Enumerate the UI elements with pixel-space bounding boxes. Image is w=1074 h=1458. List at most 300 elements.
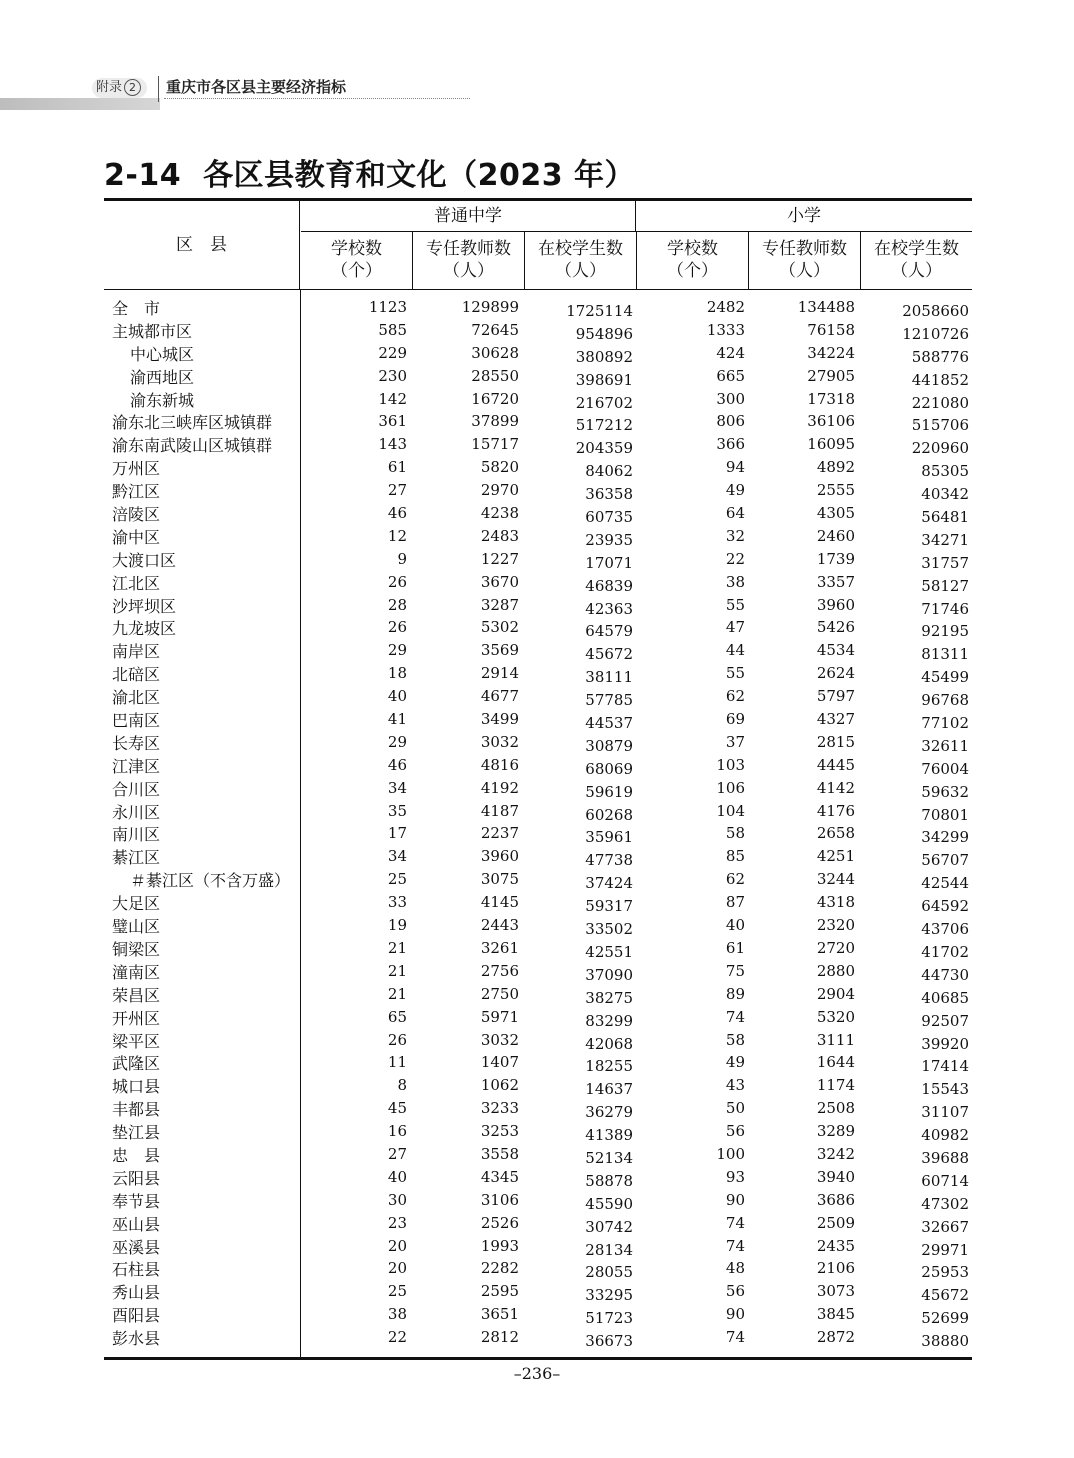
table-cell: 92507 (921, 1011, 969, 1030)
region-name: 丰都县 (112, 1100, 161, 1120)
table-row (104, 435, 972, 458)
table-row (104, 481, 972, 504)
table-cell: 55 (725, 595, 745, 614)
table-cell: 216702 (575, 393, 633, 412)
table-cell: 46839 (585, 576, 633, 595)
table-cell: 3845 (816, 1305, 855, 1324)
table-cell: 4187 (480, 801, 519, 820)
table-cell: 47302 (921, 1194, 969, 1213)
table-cell: 5820 (480, 458, 519, 477)
table-cell: 52134 (585, 1148, 633, 1167)
table-cell: 3499 (480, 710, 519, 729)
table-cell: 76004 (921, 759, 969, 778)
table-cell: 2970 (480, 481, 519, 500)
table-row (104, 710, 972, 733)
table-cell: 46 (387, 504, 407, 523)
table-cell: 3242 (816, 1144, 855, 1163)
table-cell: 37090 (585, 965, 633, 984)
region-column-header: 区 县 (104, 201, 300, 289)
table-cell: 62 (725, 687, 745, 706)
table-cell: 2460 (816, 526, 855, 545)
table-cell: 1210726 (902, 324, 969, 343)
header-dotted-rule (164, 98, 470, 99)
table-row (104, 1145, 972, 1168)
table-cell: 45499 (921, 668, 969, 687)
table-row (104, 504, 972, 527)
table-row (104, 641, 972, 664)
table-cell: 2914 (480, 664, 519, 683)
table-cell: 30 (387, 1190, 407, 1209)
table-cell: 56481 (921, 508, 969, 527)
table-cell: 398691 (575, 370, 633, 389)
header-gray-bar (0, 98, 160, 110)
table-cell: 33 (387, 893, 407, 912)
table-cell: 38 (387, 1305, 407, 1324)
table-cell: 3670 (480, 572, 519, 591)
table-cell: 47 (725, 618, 745, 637)
table-cell: 93 (725, 1167, 745, 1186)
table-row (104, 618, 972, 641)
table-cell: 45590 (585, 1194, 633, 1213)
region-name: 大渡口区 (112, 550, 177, 570)
table-row (104, 664, 972, 687)
column-header-unit: （个） (667, 261, 718, 281)
table-cell: 3075 (480, 870, 519, 889)
table-cell: 30879 (585, 736, 633, 755)
table-cell: 103 (716, 755, 745, 774)
table-cell: 56707 (921, 851, 969, 870)
table-row (104, 390, 972, 413)
region-name: 渝东新城 (130, 390, 195, 410)
table-cell: 64579 (585, 622, 633, 641)
table-cell: 4892 (816, 458, 855, 477)
table-cell: 1739 (816, 549, 855, 568)
table-cell: 2320 (816, 916, 855, 935)
table-row (104, 985, 972, 1008)
table-cell: 43706 (921, 920, 969, 939)
table-cell: 221080 (911, 393, 969, 412)
table-cell: 22 (725, 549, 745, 568)
table-row (104, 1237, 972, 1260)
region-name: 巫溪县 (112, 1237, 161, 1257)
table-cell: 16095 (807, 435, 855, 454)
table-cell: 17318 (807, 389, 855, 408)
table-cell: 31757 (921, 553, 969, 572)
table-cell: 5302 (480, 618, 519, 637)
table-cell: 30628 (471, 343, 519, 362)
table-cell: 36673 (585, 1332, 633, 1351)
region-name: ＃綦江区（不含万盛） (130, 871, 291, 891)
table-cell: 954896 (575, 324, 633, 343)
table-cell: 40 (725, 916, 745, 935)
group-header-middle-school: 普通中学 (301, 201, 636, 231)
table-cell: 40 (387, 1167, 407, 1186)
region-name: 开州区 (112, 1008, 161, 1028)
table-row (104, 321, 972, 344)
table-cell: 30742 (585, 1217, 633, 1236)
region-name: 璧山区 (112, 917, 161, 937)
column-header (637, 232, 749, 289)
table-cell: 42068 (585, 1034, 633, 1053)
table-cell: 16 (387, 1122, 407, 1141)
table-cell: 2815 (816, 732, 855, 751)
table-cell: 64592 (921, 897, 969, 916)
column-header-unit: （人） (555, 261, 606, 281)
region-name: 九龙坡区 (112, 619, 177, 639)
table-cell: 4816 (480, 755, 519, 774)
region-name: 江津区 (112, 756, 161, 776)
table-cell: 21 (387, 938, 407, 957)
table-cell: 59317 (585, 897, 633, 916)
table-cell: 665 (716, 366, 745, 385)
table-cell: 4142 (816, 778, 855, 797)
region-name: 大足区 (112, 894, 161, 914)
table-row (104, 1282, 972, 1305)
table-cell: 61 (725, 938, 745, 957)
table-cell: 4327 (816, 710, 855, 729)
table-cell: 230 (378, 366, 407, 385)
table-cell: 44537 (585, 714, 633, 733)
table-cell: 40982 (921, 1126, 969, 1145)
region-name: 渝西地区 (130, 367, 195, 387)
table-cell: 46 (387, 755, 407, 774)
table-cell: 28134 (585, 1240, 633, 1259)
column-header-name: 在校学生数 (538, 239, 623, 259)
table-cell: 65 (387, 1007, 407, 1026)
table-cell: 25 (387, 1282, 407, 1301)
table-cell: 35961 (585, 828, 633, 847)
table-cell: 4445 (816, 755, 855, 774)
table-cell: 31107 (921, 1103, 969, 1122)
table-cell: 49 (725, 1053, 745, 1072)
table-row (104, 1076, 972, 1099)
table-cell: 4145 (480, 893, 519, 912)
table-cell: 4534 (816, 641, 855, 660)
table-cell: 2812 (480, 1328, 519, 1347)
table-bottom-rule (104, 1357, 972, 1360)
region-name: 全 市 (112, 299, 161, 318)
table-cell: 4305 (816, 504, 855, 523)
region-name: 城口县 (112, 1077, 161, 1097)
appendix-number: 2 (124, 79, 141, 96)
table-cell: 2624 (816, 664, 855, 683)
table-cell: 40342 (921, 485, 969, 504)
region-name: 云阳县 (112, 1168, 161, 1188)
table-cell: 25 (387, 870, 407, 889)
table-cell: 32 (725, 526, 745, 545)
table-cell: 106 (716, 778, 745, 797)
table-cell: 39920 (921, 1034, 969, 1053)
table-header (104, 201, 972, 290)
table-cell: 2872 (816, 1328, 855, 1347)
table-cell: 441852 (911, 370, 969, 389)
region-name: 梁平区 (112, 1031, 161, 1051)
table-cell: 9 (397, 549, 407, 568)
table-cell: 38880 (921, 1332, 969, 1351)
table-cell: 34 (387, 778, 407, 797)
region-name: 忠 县 (112, 1145, 161, 1165)
table-cell: 77102 (921, 714, 969, 733)
table-cell: 15543 (921, 1080, 969, 1099)
table-cell: 204359 (575, 439, 633, 458)
table-cell: 62 (725, 870, 745, 889)
table-cell: 1062 (480, 1076, 519, 1095)
table-cell: 48 (725, 1259, 745, 1278)
table-cell: 2595 (480, 1282, 519, 1301)
table-cell: 92195 (921, 622, 969, 641)
table-cell: 4345 (480, 1167, 519, 1186)
table-cell: 2658 (816, 824, 855, 843)
page-number: –236– (513, 1364, 561, 1383)
table-cell: 41702 (921, 942, 969, 961)
table-row (104, 779, 972, 802)
table-cell: 3032 (480, 732, 519, 751)
region-name: 酉阳县 (112, 1306, 161, 1326)
table-cell: 1227 (480, 549, 519, 568)
region-name: 长寿区 (112, 733, 161, 753)
region-name: 綦江区 (112, 848, 161, 868)
column-header (749, 232, 861, 289)
table-row (104, 733, 972, 756)
table-cell: 2106 (816, 1259, 855, 1278)
table-row (104, 550, 972, 573)
table-cell: 56 (725, 1122, 745, 1141)
table-cell: 38111 (585, 668, 633, 687)
region-name: 垫江县 (112, 1123, 161, 1143)
table-title: 各区县教育和文化（2023 年） (203, 158, 636, 193)
table-cell: 2555 (816, 481, 855, 500)
table-cell: 2904 (816, 984, 855, 1003)
table-row (104, 1191, 972, 1214)
table-cell: 85305 (921, 462, 969, 481)
table-cell: 4677 (480, 687, 519, 706)
table-row (104, 1305, 972, 1328)
table-cell: 300 (716, 389, 745, 408)
table-cell: 87 (725, 893, 745, 912)
region-name: 奉节县 (112, 1191, 161, 1211)
table-cell: 33295 (585, 1286, 633, 1305)
column-header-name: 专任教师数 (426, 239, 511, 259)
table-row (104, 1259, 972, 1282)
table-cell: 1333 (706, 320, 745, 339)
table-row (104, 1008, 972, 1031)
table-row (104, 573, 972, 596)
table-cell: 83299 (585, 1011, 633, 1030)
table-cell: 515706 (911, 416, 969, 435)
table-cell: 588776 (911, 347, 969, 366)
table-row (104, 1122, 972, 1145)
region-name: 北碚区 (112, 665, 161, 685)
region-name: 涪陵区 (112, 505, 161, 525)
table-row (104, 893, 972, 916)
table-cell: 49 (725, 481, 745, 500)
table-cell: 21 (387, 984, 407, 1003)
table-cell: 37899 (471, 412, 519, 431)
region-name: 黔江区 (112, 482, 161, 502)
region-name: 中心城区 (130, 344, 195, 364)
table-cell: 74 (725, 1328, 745, 1347)
table-cell: 74 (725, 1213, 745, 1232)
region-name: 主城都市区 (112, 321, 193, 341)
column-header-unit: （人） (443, 261, 494, 281)
table-cell: 57785 (585, 691, 633, 710)
table-cell: 20 (387, 1259, 407, 1278)
table-cell: 55 (725, 664, 745, 683)
table-cell: 3287 (480, 595, 519, 614)
table-cell: 3569 (480, 641, 519, 660)
table-cell: 134488 (797, 298, 855, 316)
table-cell: 81311 (921, 645, 969, 664)
table-cell: 1123 (368, 298, 407, 316)
table-row (104, 1031, 972, 1054)
region-name: 渝北区 (112, 688, 161, 708)
table-cell: 84062 (585, 462, 633, 481)
table-cell: 52699 (921, 1309, 969, 1328)
table-cell: 41389 (585, 1126, 633, 1145)
table-cell: 4192 (480, 778, 519, 797)
table-cell: 36279 (585, 1103, 633, 1122)
table-row (104, 367, 972, 390)
table-cell: 18255 (585, 1057, 633, 1076)
table-cell: 70801 (921, 805, 969, 824)
statistics-table (104, 198, 972, 1360)
table-cell: 361 (378, 412, 407, 431)
table-cell: 3289 (816, 1122, 855, 1141)
table-cell: 68069 (585, 759, 633, 778)
table-cell: 69 (725, 710, 745, 729)
table-cell: 58127 (921, 576, 969, 595)
table-cell: 3357 (816, 572, 855, 591)
table-cell: 59632 (921, 782, 969, 801)
column-header (525, 232, 637, 289)
table-cell: 5320 (816, 1007, 855, 1026)
table-cell: 3960 (480, 847, 519, 866)
table-cell: 42544 (921, 874, 969, 893)
table-cell: 36358 (585, 485, 633, 504)
region-name: 渝东北三峡库区城镇群 (112, 413, 273, 433)
table-cell: 60714 (921, 1171, 969, 1190)
table-row (104, 802, 972, 825)
table-cell: 40685 (921, 988, 969, 1007)
table-cell: 35 (387, 801, 407, 820)
table-cell: 74 (725, 1007, 745, 1026)
table-row (104, 847, 972, 870)
table-cell: 27 (387, 1144, 407, 1163)
table-cell: 33502 (585, 920, 633, 939)
table-cell: 76158 (807, 320, 855, 339)
table-cell: 143 (378, 435, 407, 454)
table-cell: 1644 (816, 1053, 855, 1072)
table-cell: 806 (716, 412, 745, 431)
region-name: 万州区 (112, 459, 161, 479)
region-name: 渝中区 (112, 527, 161, 547)
table-row (104, 1214, 972, 1237)
table-cell: 3073 (816, 1282, 855, 1301)
table-cell: 32611 (921, 736, 969, 755)
table-cell: 3233 (480, 1099, 519, 1118)
table-cell: 90 (725, 1190, 745, 1209)
region-name: 巴南区 (112, 711, 161, 731)
table-cell: 20 (387, 1236, 407, 1255)
table-cell: 45 (387, 1099, 407, 1118)
table-cell: 39688 (921, 1148, 969, 1167)
table-row (104, 1053, 972, 1076)
table-cell: 43 (725, 1076, 745, 1095)
table-row (104, 824, 972, 847)
table-cell: 4251 (816, 847, 855, 866)
table-cell: 5797 (816, 687, 855, 706)
table-row (104, 1328, 972, 1351)
column-header-unit: （人） (779, 261, 830, 281)
table-cell: 14637 (585, 1080, 633, 1099)
table-cell: 1725114 (566, 302, 633, 320)
region-name: 南川区 (112, 825, 161, 845)
table-cell: 58878 (585, 1171, 633, 1190)
table-cell: 94 (725, 458, 745, 477)
column-header-name: 学校数 (331, 239, 382, 259)
table-cell: 3558 (480, 1144, 519, 1163)
table-cell: 2443 (480, 916, 519, 935)
table-row (104, 1168, 972, 1191)
table-cell: 58 (725, 824, 745, 843)
table-cell: 3960 (816, 595, 855, 614)
table-cell: 1174 (816, 1076, 855, 1095)
table-cell: 229 (378, 343, 407, 362)
table-cell: 72645 (471, 320, 519, 339)
table-cell: 17414 (921, 1057, 969, 1076)
table-cell: 26 (387, 572, 407, 591)
table-cell: 3244 (816, 870, 855, 889)
table-cell: 29 (387, 641, 407, 660)
table-cell: 32667 (921, 1217, 969, 1236)
table-cell: 44730 (921, 965, 969, 984)
table-cell: 3940 (816, 1167, 855, 1186)
table-cell: 27 (387, 481, 407, 500)
page-title (104, 150, 635, 194)
table-row (104, 298, 972, 321)
table-row (104, 458, 972, 481)
table-cell: 5426 (816, 618, 855, 637)
table-cell: 23 (387, 1213, 407, 1232)
table-cell: 28550 (471, 366, 519, 385)
table-cell: 1407 (480, 1053, 519, 1072)
table-cell: 28055 (585, 1263, 633, 1282)
column-header (861, 232, 972, 289)
table-cell: 3106 (480, 1190, 519, 1209)
table-cell: 5971 (480, 1007, 519, 1026)
table-cell: 11 (387, 1053, 407, 1072)
appendix-label: 附录 (96, 80, 123, 95)
table-cell: 4176 (816, 801, 855, 820)
group-header-primary-school: 小学 (787, 206, 821, 226)
table-cell: 96768 (921, 691, 969, 710)
table-cell: 2058660 (902, 302, 969, 320)
table-cell: 51723 (585, 1309, 633, 1328)
table-row (104, 344, 972, 367)
table-cell: 3686 (816, 1190, 855, 1209)
column-header (413, 232, 525, 289)
table-row (104, 756, 972, 779)
table-row (104, 916, 972, 939)
table-cell: 64 (725, 504, 745, 523)
region-name: 武隆区 (112, 1054, 161, 1074)
table-cell: 38 (725, 572, 745, 591)
column-header (301, 232, 413, 289)
table-cell: 2435 (816, 1236, 855, 1255)
table-cell: 2509 (816, 1213, 855, 1232)
region-name: 荣昌区 (112, 985, 161, 1005)
table-row (104, 412, 972, 435)
